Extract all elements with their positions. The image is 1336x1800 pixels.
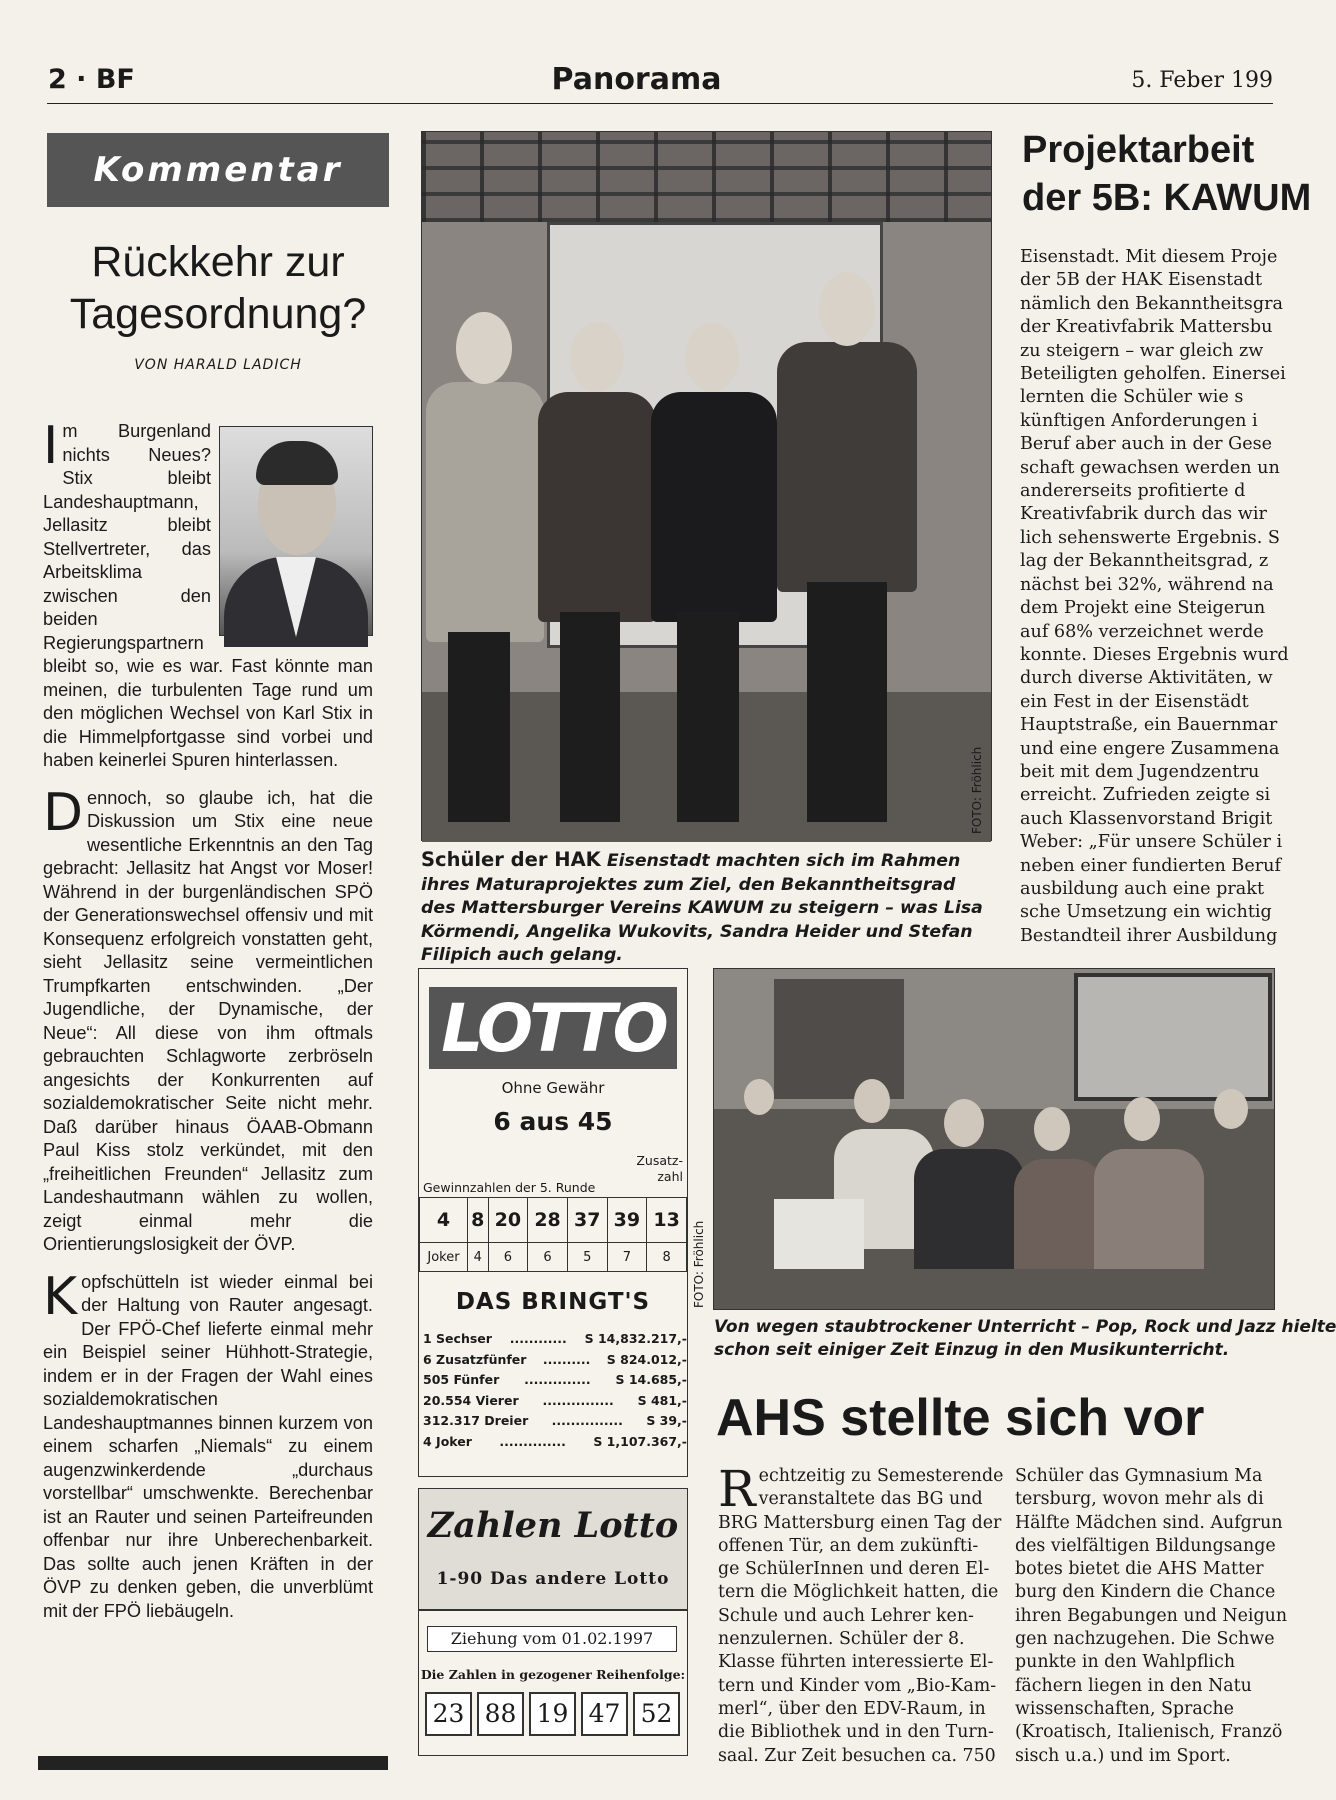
comment-byline: VON HARALD LADICH [134, 357, 302, 373]
prize-row [423, 1350, 687, 1371]
prize-row [423, 1391, 687, 1412]
article-line: zu steigern – war gleich zw [1020, 340, 1264, 361]
photo-caption: Schüler der HAK Eisenstadt machten sich im Rahmen ihres Maturaprojektes zum Ziel, den Bekanntheitsgrad des Mattersburger Vereins KAWUM zu steigern – was Lisa Körmendi, Angelika Wukovits, Sandra Heider und Stefan Filipich auch gelang. [421, 848, 983, 965]
comment-paragraph-1: I m Burgenland nichts Neues? Stix bleibt Landeshauptmann, Jellasitz bleibt Stellvertreter, das Arbeitsklima zwischen den beiden Regierungspartnern bleibt so, wie es war. Fast könnte man meinen, die turbulenten Tage rund um den möglichen Wechsel von Karl Stix in die Himmelpfortgasse sind vorbei und haben keinerlei Spuren hinterlassen. [43, 416, 373, 770]
article-line: künftigen Anforderungen i [1020, 410, 1258, 431]
article-line: offenen Tür, an dem zukünfti- [718, 1535, 979, 1556]
article-line: Bestandteil ihrer Ausbildung [1020, 925, 1278, 946]
article-body [1020, 246, 1289, 948]
article-line: ge SchülerInnen und deren El- [718, 1559, 990, 1580]
article-line: neben einer fundierten Beruf [1020, 855, 1282, 876]
winning-number: 39 [607, 1198, 647, 1243]
article-line: Schüler das Gymnasium Ma [1015, 1466, 1263, 1486]
article-line: tern und Kinder vom „Bio-Kam- [718, 1675, 997, 1696]
article-line: dem Projekt eine Steigerun [1020, 598, 1266, 619]
article-line: andererseits profitierte d [1020, 481, 1246, 502]
article-line: sche Umsetzung ein wichtig [1020, 902, 1272, 923]
article-line: ausbildung auch eine prakt [1020, 878, 1265, 899]
article-line: gen nachzugehen. Die Schwe [1015, 1629, 1275, 1650]
winning-number: 37 [567, 1198, 607, 1243]
article-line: lag der Bekanntheitsgrad, z [1020, 551, 1269, 572]
prize-amount: S 1,107.367,- [593, 1433, 687, 1449]
article-line: Kreativfabrik durch das wir [1020, 504, 1267, 525]
article-line: ihren Begabungen und Neigun [1015, 1605, 1288, 1626]
group-photo [421, 131, 992, 841]
prize-label: 312.317 Dreier [423, 1413, 529, 1428]
dropcap: R [718, 1460, 756, 1518]
ahs-column-1: R echtzeitig zu Semesterende veranstaltete das BG und BRG Mattersburg einen Tag der offenen Tür, an dem zukünfti- ge SchülerInnen und deren El- tern die Möglichkeit hatten, die Schule und auch Lehrer ken- nenzulernen. Schüler der 8. Klasse führten interessierte El- tern und Kinder vom „Bio-Kam- merl“, über den EDV-Raum, in die Bibliothek und in den Turn- saal. Zur Zeit besuchen ca. 750 [718, 1465, 986, 1768]
comment-label: Kommentar [47, 133, 389, 207]
ahs-headline: AHS stellte sich vor [716, 1389, 1205, 1447]
gewinnzahlen-label: Gewinnzahlen der 5. Runde [423, 1180, 596, 1195]
article-line: tersburg, wovon mehr als di [1015, 1489, 1264, 1510]
article-line: Beteiligten geholfen. Einersei [1020, 364, 1286, 385]
section-title: Panorama [551, 62, 722, 97]
headline-line1: Projektarbeit [1022, 129, 1255, 171]
author-portrait [219, 426, 373, 636]
joker-digit: 8 [647, 1243, 687, 1272]
prize-row [423, 1432, 687, 1453]
disclaimer: Ohne Gewähr [501, 1079, 605, 1097]
prizes-title: DAS BRINGT'S [455, 1289, 651, 1315]
prize-row [423, 1329, 687, 1350]
prize-dots: ............ [509, 1331, 567, 1346]
joker-digit: 6 [488, 1243, 528, 1272]
prize-dots: ............... [551, 1413, 623, 1428]
prize-amount: S 14.685,- [615, 1372, 687, 1387]
headline-line2: der 5B: KAWUM [1022, 177, 1312, 219]
article-line: BRG Mattersburg einen Tag der [718, 1512, 1002, 1533]
lotto-numbers-table [419, 1197, 687, 1272]
drawn-numbers [425, 1692, 680, 1736]
article-line: nämlich den Bekanntheitsgra [1020, 293, 1283, 314]
prize-label: 505 Fünfer [423, 1372, 500, 1387]
article-line: Hauptstraße, ein Bauernmar [1020, 715, 1278, 736]
prize-label: 20.554 Vierer [423, 1392, 519, 1408]
article-line: punkte in den Wahlpflich [1015, 1652, 1236, 1673]
article-line: botes bietet die AHS Matter [1015, 1559, 1264, 1580]
zusatzzahl-label: Zusatz-zahl [636, 1153, 683, 1184]
prize-amount: S 39,- [646, 1413, 687, 1428]
article-line: Klasse führten interessierte El- [718, 1652, 994, 1673]
article-line: der 5B der HAK Eisenstadt [1020, 270, 1263, 291]
comment-headline [47, 236, 389, 340]
page-number: 2 · BF [48, 64, 135, 95]
article-line: wissenschaften, Sprache [1015, 1698, 1234, 1719]
winning-number: 8 [467, 1198, 488, 1243]
zahlenlotto-logo: Zahlen Lotto [427, 1505, 679, 1546]
dropcap: I [43, 416, 59, 476]
header-rule [47, 103, 1273, 104]
photo-credit-2: FOTO: Fröhlich [692, 1220, 706, 1308]
joker-digit: 7 [607, 1243, 647, 1272]
article-line: auch Klassenvorstand Brigit [1020, 808, 1273, 829]
draw-date: Ziehung vom 01.02.1997 [427, 1626, 677, 1652]
joker-digit: 4 [467, 1243, 488, 1272]
drawn-number: 52 [633, 1692, 680, 1736]
comment-headline-line1: Rückkehr zur [91, 238, 345, 286]
joker-row [420, 1243, 687, 1272]
classroom-photo [713, 968, 1275, 1310]
comment-body [43, 416, 373, 1637]
drawn-number: 88 [477, 1692, 524, 1736]
caption-lead: Schüler der HAK [421, 848, 601, 871]
article-line: burg den Kindern die Chance [1015, 1582, 1276, 1603]
issue-date: 5. Feber 199 [1131, 68, 1273, 93]
dropcap: K [43, 1266, 78, 1327]
winning-numbers-row [420, 1198, 687, 1243]
prize-row [423, 1370, 687, 1391]
prize-row [423, 1411, 687, 1432]
winning-number: 28 [528, 1198, 568, 1243]
article-line: Beruf aber auch in der Gese [1020, 434, 1273, 455]
dropcap: D [43, 782, 84, 843]
lotto-logo: LOTTO [429, 987, 677, 1069]
article-line: Eisenstadt. Mit diesem Proje [1020, 247, 1278, 267]
article-line: Weber: „Für unsere Schüler i [1020, 832, 1283, 853]
article-line: beit mit dem Jugendzentru [1020, 761, 1260, 782]
zusatzzahl: 13 [647, 1198, 687, 1243]
prize-amount: S 14,832.217,- [584, 1331, 687, 1346]
article-line: lich sehenswerte Ergebnis. S [1020, 527, 1280, 548]
comment-paragraph-3: K opfschütteln ist wieder einmal bei der Haltung von Rauter angesagt. Der FPÖ-Chef lieferte einmal mehr ein Beispiel seiner Hühhott-Strategie, indem er in der Fragen der Wahl eines sozialdemokratischen Landeshauptmannes binnen kurzem von einem scharfen „Niemals“ zu einem augenzwinkerdende „durchaus vorstellbar“ umschwenkte. Berechenbar ist an Rauter und seinen Parteifreunden offenbar nur ihre Unberechenbarkeit. Das sollte auch jenen Kräften in der ÖVP zu denken geben, die unverblümt mit der FPÖ liebäugeln. [43, 1266, 373, 1621]
comment-footer-bar [38, 1756, 388, 1770]
article-line: Schule und auch Lehrer ken- [718, 1605, 974, 1626]
article-headline [1022, 126, 1312, 222]
drawn-number: 19 [529, 1692, 576, 1736]
article-line: fächern liegen in den Natu [1015, 1675, 1252, 1696]
joker-label: Joker [420, 1243, 468, 1272]
article-line: tern die Möglichkeit hatten, die [718, 1582, 999, 1603]
article-line: und eine engere Zusammena [1020, 738, 1280, 759]
article-line: ein Fest in der Eisenstädt [1020, 691, 1249, 712]
prize-dots: .............. [524, 1372, 591, 1387]
prize-dots: .............. [499, 1433, 566, 1449]
article-line: auf 68% verzeichnet werde [1020, 621, 1264, 642]
zahlenlotto-box [418, 1488, 688, 1756]
game-name: 6 aus 45 [493, 1107, 613, 1136]
joker-digit: 6 [528, 1243, 568, 1272]
article-line: nächst bei 32%, während na [1020, 574, 1274, 595]
article-line: nenzulernen. Schüler der 8. [718, 1629, 965, 1650]
prize-amount: S 481,- [637, 1392, 687, 1408]
prize-label: 1 Sechser [423, 1331, 492, 1346]
article-line: erreicht. Zufrieden zeigte si [1020, 785, 1271, 806]
zahlenlotto-subtitle: 1-90 Das andere Lotto [436, 1569, 670, 1589]
prize-dots: ............... [542, 1392, 614, 1408]
article-line: sisch u.a.) und im Sport. [1015, 1745, 1231, 1766]
prize-amount: S 824.012,- [606, 1351, 687, 1367]
article-line: die Bibliothek und in den Turn- [718, 1722, 994, 1743]
drawn-number: 47 [581, 1692, 628, 1736]
article-line: lernten die Schüler wie s [1020, 387, 1244, 408]
prize-label: 4 Joker [423, 1433, 472, 1449]
article-line: merl“, über den EDV-Raum, in [718, 1698, 986, 1719]
comment-paragraph-2: D ennoch, so glaube ich, hat die Diskussion um Stix eine neue wesentliche Erkenntnis an den Tag gebracht: Jellasitz hat Angst vor Moser! Während in der burgenländischen SPÖ der Generationswechsel offensiv und mit Konsequenz erfolgreich vonstatten geht, sieht Jellasitz seine vermeintlichen Trumpfkarten entschwinden. „Der Jugendliche, der Dynamische, der Neue“: All diese von ihm oftmals gebrauchten Schlagworte zerbröseln angesichts der Konkurrenten auf sozialdemokratischer Seite nicht mehr. Daß darüber hinaus ÖAAB-Obmann Paul Kiss stolz verkündet, mit den „freiheitlichen Freunden“ Jellasitz zum Landeshautmann wählen zu wollen, zeigt einmal mehr die Orientierungslosigkeit der ÖVP. [43, 782, 373, 1254]
article-line: saal. Zur Zeit besuchen ca. 750 [718, 1745, 996, 1766]
photo-credit: FOTO: Fröhlich [970, 746, 984, 834]
article-line: Hälfte Mädchen sind. Aufgrun [1015, 1512, 1283, 1533]
winning-number: 20 [488, 1198, 528, 1243]
classroom-caption: Von wegen staubtrockener Unterricht – Pop, Rock und Jazz hielte schon seit einiger Zeit Einzug in den Musikunterricht. [714, 1317, 1336, 1360]
article-line: der Kreativfabrik Mattersbu [1020, 317, 1273, 338]
draw-order-label: Die Zahlen in gezogener Reihenfolge: [420, 1667, 686, 1682]
joker-digit: 5 [567, 1243, 607, 1272]
article-line: konnte. Dieses Ergebnis wurd [1020, 644, 1289, 665]
prize-label: 6 Zusatzfünfer [423, 1351, 527, 1367]
lotto-results-box [418, 968, 688, 1477]
prize-list [423, 1329, 687, 1452]
ahs-column-2 [1015, 1465, 1288, 1768]
prize-dots: .......... [542, 1351, 591, 1367]
article-line: schaft gewachsen werden un [1020, 457, 1280, 478]
article-line: des vielfältigen Bildungsange [1015, 1535, 1276, 1556]
winning-number: 4 [420, 1198, 468, 1243]
article-line: durch diverse Aktivitäten, w [1020, 668, 1273, 689]
drawn-number: 23 [425, 1692, 472, 1736]
article-line: (Kroatisch, Italienisch, Franzö [1015, 1722, 1283, 1743]
comment-headline-line2: Tagesordnung? [69, 290, 367, 338]
